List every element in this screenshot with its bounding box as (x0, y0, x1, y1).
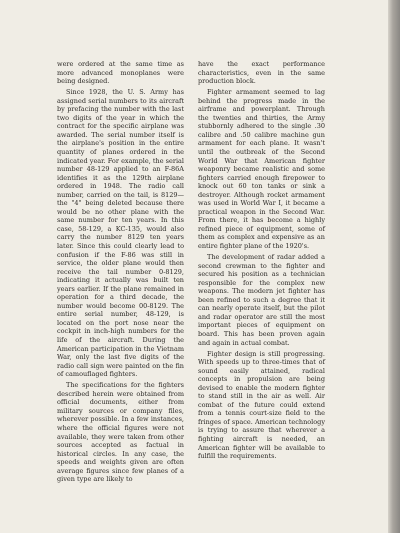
paragraph: have the exact performance characteristics, even in the same production block. (198, 60, 325, 86)
paragraph: The specifications for the fighters described herein were obtained from official documents, either from military sources or company files, wherever possible. In a few instances, where the official figures were not available, they were taken from other sources accepted as factual in historical circles. In any case, the speeds and weights given are often average figures since few planes of a given type are likely to (57, 381, 184, 484)
page-edge (388, 0, 400, 533)
paragraph: The development of radar added a second crewman to the fighter and secured his position as a technician responsible for the complex new weapons. The modern jet fighter has been refined to such a degree that it can nearly operate itself, but the pilot and radar operator are still the most important pieces of equipment on board. This has been proven again and again in actual combat. (198, 253, 325, 347)
paragraph: were ordered at the same time as more advanced monoplanes were being designed. (57, 60, 184, 86)
paragraph: Fighter design is still progressing. With speeds up to three-times that of sound easily attained, radical concepts in propulsion are being devised to enable the modern fighter to stand still in the air as well. Air combat of the future could extend from a tennis court-size field to the fringes of space. American technology is trying to assure that wherever a fighting aircraft is needed, an American fighter will be available to fulfill the requirements. (198, 349, 325, 461)
left-column (57, 60, 184, 486)
right-column (198, 60, 325, 463)
paragraph: Since 1928, the U. S. Army has assigned serial numbers to its aircraft by prefacing the number with the last two digits of the year in which the contract for the specific airplane was awarded. The serial number itself is the airplane's position in the entire quantity of planes ordered in the indicated year. For example, the serial number 48-129 applied to an F-86A identifies it as the 129th airplane ordered in 1948. The radio call number, carried on the tail, is 8129—the "4" being deleted because there would be no other plane with the same number for ten years. In this case, 58-129, a KC-135, would also carry the number 8129 ten years later. Since this could clearly lead to confusion if the F-86 was still in service, the older plane would then receive the tail number 0-8129, indicating it actually was built ten years earlier. If the plane remained in operation for a third decade, the number would become 00-8129. The entire serial number, 48-129, is located on the port nose near the cockpit in inch-high numbers for the life of the aircraft. During the American participation in the Vietnam War, only the last five digits of the radio call sign were painted on the fin of camouflaged fighters. (57, 88, 184, 379)
paragraph: Fighter armament seemed to lag behind the progress made in the airframe and powerplant. Through the twenties and thirties, the Army stubbornly adhered to the single .30 calibre and .50 calibre machine gun armament for each plane. It wasn't until the outbreak of the Second World War that American fighter weaponry became realistic and some fighters carried enough firepower to knock out 60 ton tanks or sink a destroyer. Although rocket armament was used in World War I, it became a practical weapon in the Second War. From there, it has become a highly refined piece of equipment, some of them as complex and expensive as an entire fighter plane of the 1920's. (198, 88, 325, 250)
